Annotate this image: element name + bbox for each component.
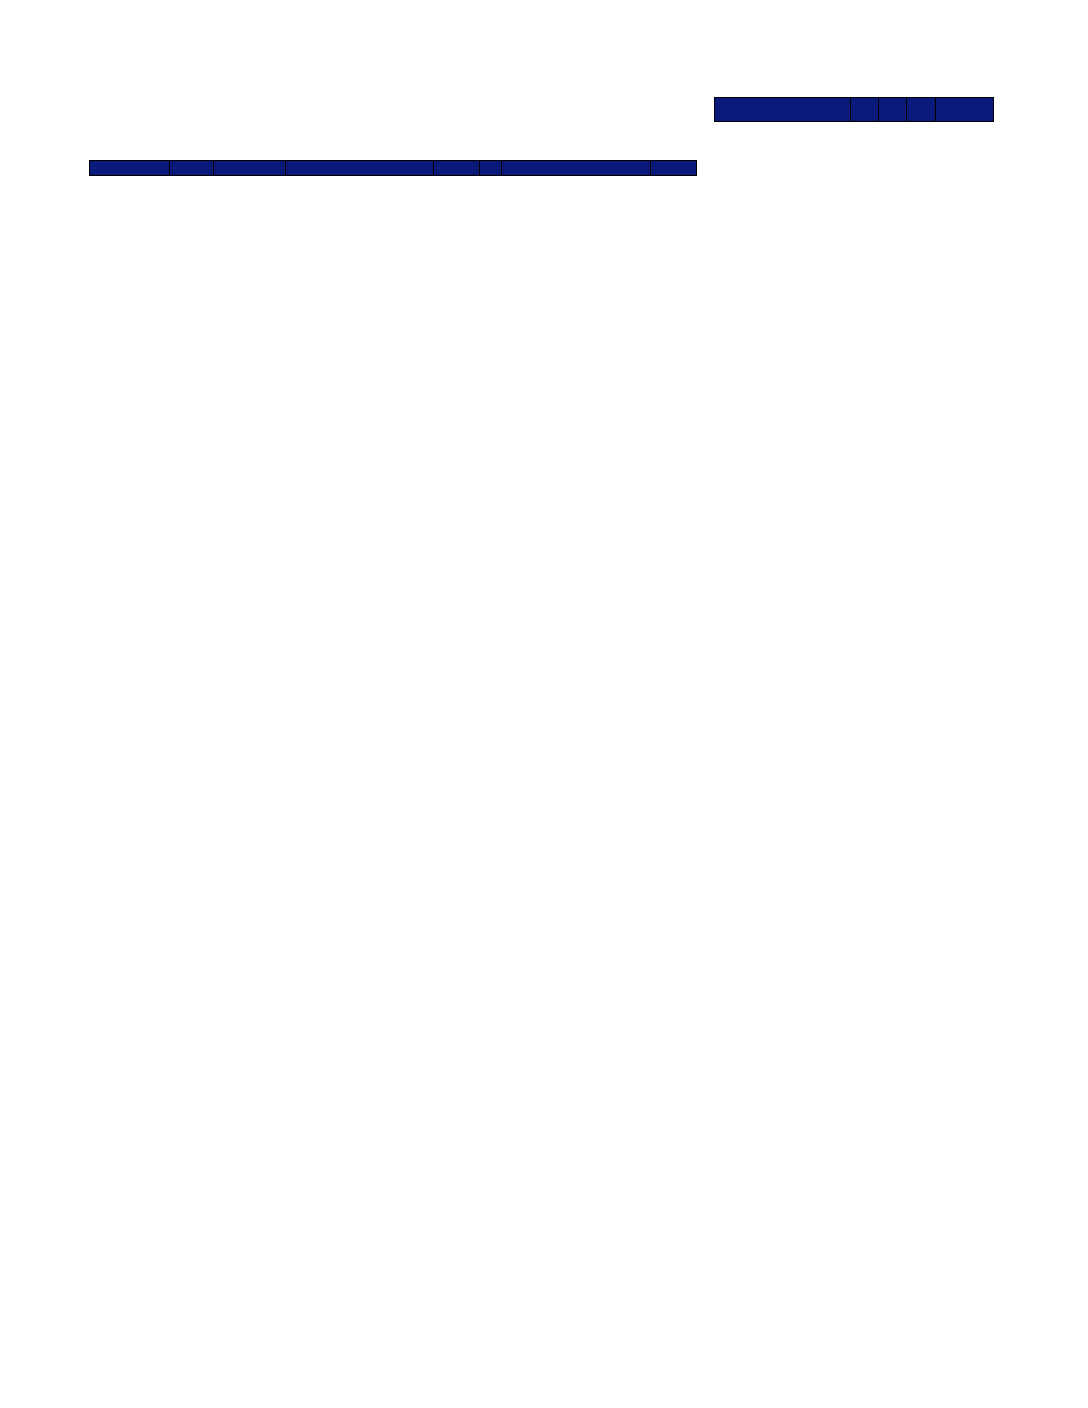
standings-col-wins bbox=[851, 98, 879, 122]
col-away-score bbox=[651, 161, 697, 176]
schedule-header-row bbox=[90, 161, 697, 176]
standings-table bbox=[714, 97, 994, 122]
col-home-score bbox=[434, 161, 480, 176]
standings-header-row bbox=[715, 98, 994, 122]
col-home-team bbox=[286, 161, 434, 176]
standings-col-coed bbox=[715, 98, 851, 122]
col-date bbox=[90, 161, 170, 176]
col-replica bbox=[214, 161, 286, 176]
standings-col-pct bbox=[907, 98, 936, 122]
col-vs bbox=[480, 161, 502, 176]
col-time bbox=[170, 161, 214, 176]
col-away-team bbox=[502, 161, 651, 176]
standings-col-loses bbox=[879, 98, 907, 122]
schedule-table bbox=[89, 160, 697, 176]
standings-col-games-back bbox=[936, 98, 994, 122]
